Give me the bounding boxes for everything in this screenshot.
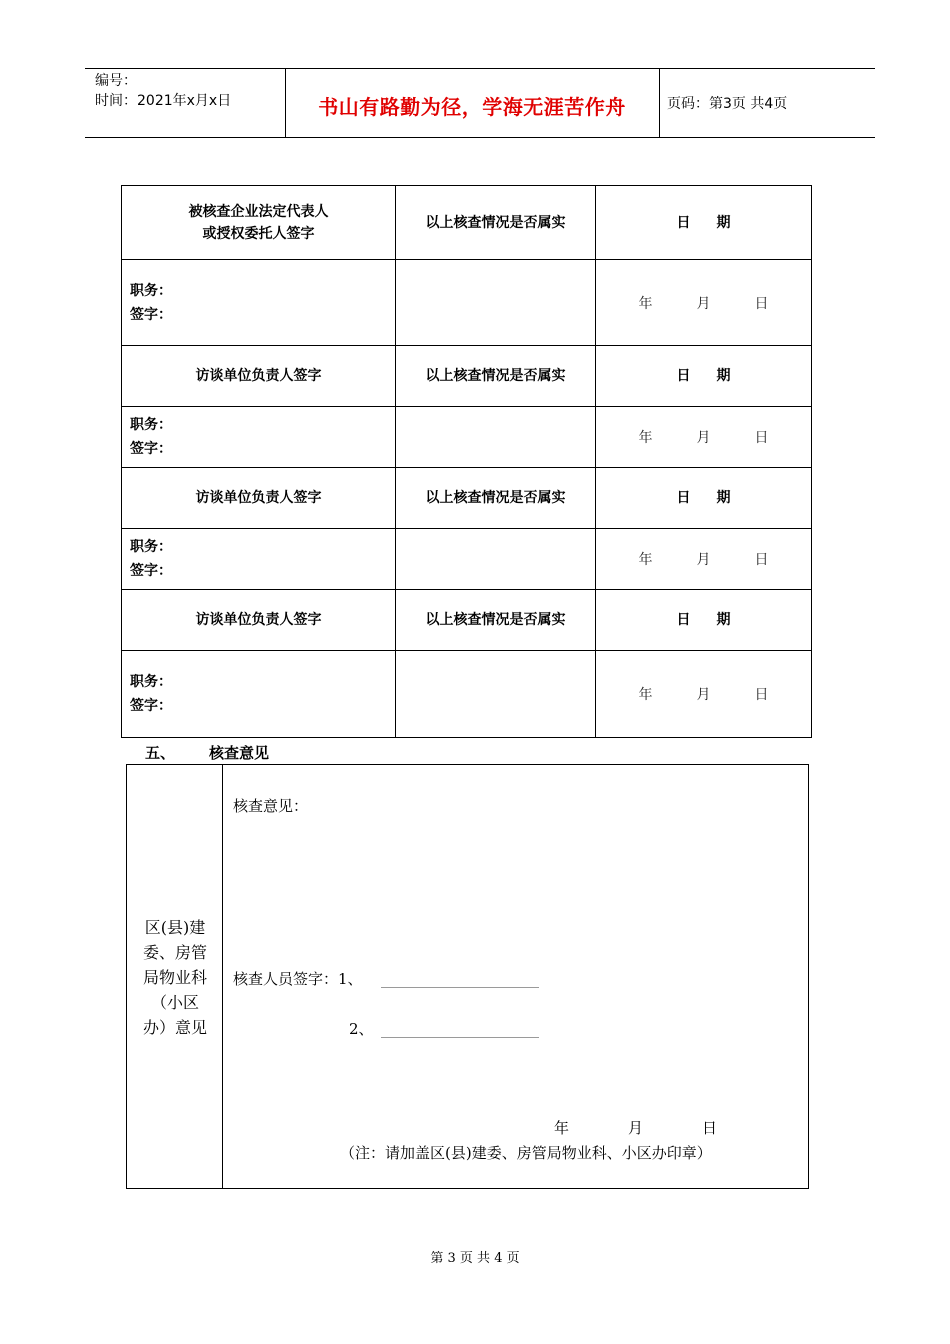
header-meta xyxy=(95,71,231,111)
signer-title: 访谈单位负责人签字 xyxy=(122,468,396,529)
section-number: 五、 xyxy=(145,744,176,762)
opinion-authority-label: 区(县)建 委、房管 局物业科 （小区 办）意见 xyxy=(142,918,207,1037)
date-cell[interactable]: 年 月 日 xyxy=(596,651,812,738)
date-cell[interactable]: 年 月 日 xyxy=(596,407,812,468)
signature-entry-row xyxy=(122,260,812,346)
signer-title: 被核查企业法定代表人 xyxy=(188,203,329,220)
date-header: 日 期 xyxy=(596,186,812,260)
date-header: 日 期 xyxy=(596,590,812,651)
signer-1-label: 核查人员签字：1、 xyxy=(233,970,363,988)
page-header xyxy=(85,68,875,138)
position-sign-cell[interactable]: 职务： 签字： xyxy=(122,529,396,590)
signer-2-label: 2、 xyxy=(349,1020,374,1038)
opinion-divider xyxy=(222,765,223,1188)
signer-title: 访谈单位负责人签字 xyxy=(122,590,396,651)
verify-question: 以上核查情况是否属实 xyxy=(396,468,596,529)
verify-question: 以上核查情况是否属实 xyxy=(396,346,596,407)
verify-answer-cell[interactable] xyxy=(396,651,596,738)
signature-header-row xyxy=(122,590,812,651)
signature-header-row xyxy=(122,186,812,260)
verify-answer-cell[interactable] xyxy=(396,260,596,346)
header-motto: 书山有路勤为径，学海无涯苦作舟 xyxy=(318,95,626,119)
signature-entry-row xyxy=(122,407,812,468)
serial-label: 编号： xyxy=(95,73,137,89)
date-cell[interactable]: 年 月 日 xyxy=(596,529,812,590)
header-page-number: 页码：第3页 共4页 xyxy=(667,96,788,112)
signature-entry-row xyxy=(122,529,812,590)
signature-table xyxy=(121,185,812,738)
signer-title-line2: 或授权委托人签字 xyxy=(202,225,315,242)
signer-title-cell xyxy=(122,186,396,260)
date-cell[interactable]: 年 月 日 xyxy=(596,260,812,346)
verify-answer-cell[interactable] xyxy=(396,407,596,468)
date-header: 日 期 xyxy=(596,468,812,529)
time-text: 时间：2021年x月x日 xyxy=(95,93,232,109)
verify-question: 以上核查情况是否属实 xyxy=(396,186,596,260)
signature-entry-row xyxy=(122,651,812,738)
page-footer: 第 3 页 共 4 页 xyxy=(430,1251,520,1266)
header-divider xyxy=(659,69,660,137)
date-header: 日 期 xyxy=(596,346,812,407)
verify-question: 以上核查情况是否属实 xyxy=(396,590,596,651)
position-sign-cell[interactable]: 职务： 签字： xyxy=(122,260,396,346)
position-sign-cell[interactable]: 职务： 签字： xyxy=(122,407,396,468)
signature-header-row xyxy=(122,468,812,529)
section-title: 核查意见 xyxy=(209,744,270,762)
section-heading xyxy=(145,742,269,763)
verify-answer-cell[interactable] xyxy=(396,529,596,590)
signer-1-line[interactable] xyxy=(381,987,539,988)
signer-2-line[interactable] xyxy=(381,1037,539,1038)
opinion-box xyxy=(126,764,809,1189)
opinion-date[interactable]: 年 月 日 xyxy=(554,1119,718,1137)
signature-header-row xyxy=(122,346,812,407)
stamp-note: （注：请加盖区(县)建委、房管局物业科、小区办印章） xyxy=(340,1144,712,1162)
signer-title: 访谈单位负责人签字 xyxy=(122,346,396,407)
opinion-label: 核查意见： xyxy=(233,797,309,815)
position-sign-cell[interactable]: 职务： 签字： xyxy=(122,651,396,738)
